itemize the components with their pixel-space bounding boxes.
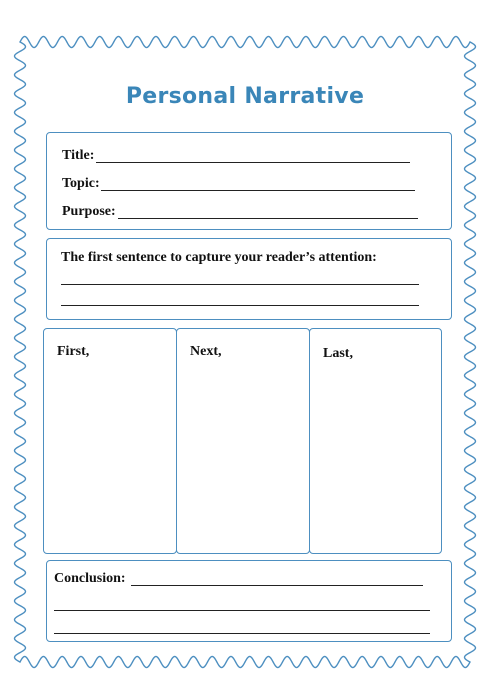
first-column-label: First,: [57, 344, 90, 359]
page-title: Personal Narrative: [125, 84, 365, 109]
first-column-box[interactable]: [43, 328, 177, 554]
title-field-line[interactable]: [96, 162, 410, 163]
purpose-field-label: Purpose:: [62, 204, 116, 219]
first-sentence-line-2[interactable]: [61, 305, 419, 306]
first-sentence-prompt: The first sentence to capture your reader’s attention:: [61, 250, 377, 265]
purpose-field-line[interactable]: [118, 218, 418, 219]
last-column-label: Last,: [323, 346, 353, 361]
conclusion-line-2[interactable]: [54, 610, 430, 611]
topic-field-label: Topic:: [62, 176, 100, 191]
next-column-label: Next,: [190, 344, 222, 359]
topic-field-line[interactable]: [101, 190, 415, 191]
conclusion-label: Conclusion:: [54, 571, 126, 586]
title-field-label: Title:: [62, 148, 95, 163]
first-sentence-line-1[interactable]: [61, 284, 419, 285]
next-column-box[interactable]: [176, 328, 310, 554]
conclusion-line-1[interactable]: [131, 585, 423, 586]
conclusion-line-3[interactable]: [54, 633, 430, 634]
